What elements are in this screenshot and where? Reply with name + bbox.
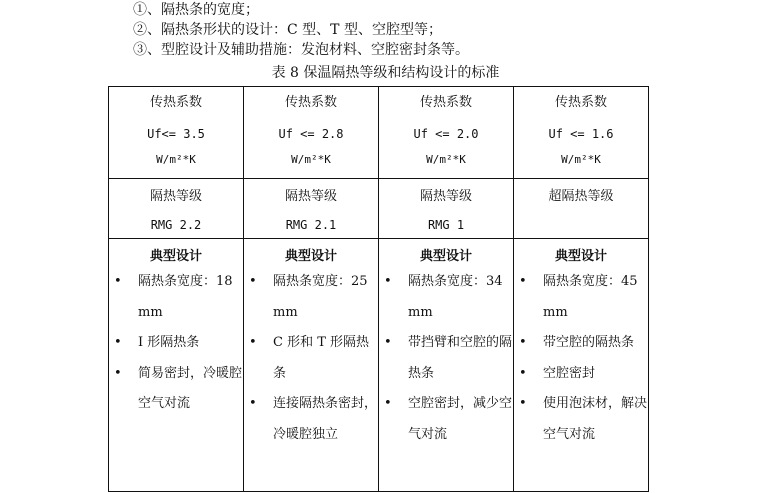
bullet-icon: • (384, 335, 392, 350)
table-cell (109, 179, 244, 239)
design-list (514, 267, 648, 450)
u-value: Uf <= 1.6 (548, 127, 614, 141)
table-cell (514, 179, 649, 239)
intro-line-3: ③、型腔设计及辅助措施：发泡材料、空腔密封条等。 (133, 42, 469, 58)
design-list-item (244, 328, 378, 389)
design-list-item (109, 328, 243, 359)
u-unit: W/m²*K (291, 153, 331, 166)
design-list-item (379, 267, 513, 328)
design-item-text: 隔热条宽度：34 mm (408, 274, 503, 320)
design-list-item (244, 389, 378, 450)
table-cell (379, 87, 514, 179)
bullet-icon: • (249, 396, 257, 411)
intro-list (133, 0, 469, 60)
design-title: 典型设计 (554, 249, 607, 264)
level-value: RMG 1 (427, 218, 465, 232)
insulation-standards-table (108, 86, 649, 492)
u-value: Uf <= 2.8 (278, 127, 344, 141)
table-cell (244, 87, 379, 179)
design-list-item (109, 267, 243, 328)
design-item-text: I 形隔热条 (138, 335, 200, 350)
table-cell (379, 179, 514, 239)
bullet-icon: • (384, 274, 392, 289)
bullet-icon: • (249, 335, 257, 350)
bullet-icon: • (519, 274, 527, 289)
u-unit: W/m²*K (561, 153, 601, 166)
design-list (109, 267, 243, 420)
design-list-item (244, 267, 378, 328)
design-list-item (514, 267, 648, 328)
table-cell (109, 87, 244, 179)
level-label: 隔热等级 (284, 189, 337, 204)
design-item-text: 隔热条宽度：45 mm (543, 274, 638, 320)
design-title: 典型设计 (149, 249, 202, 264)
table-cell (514, 239, 649, 492)
table-cell (109, 239, 244, 492)
u-label: 传热系数 (554, 95, 607, 110)
table-caption: 表 8 保温隔热等级和结构设计的标准 (271, 65, 500, 81)
bullet-icon: • (114, 335, 122, 350)
bullet-icon: • (384, 396, 392, 411)
level-label: 隔热等级 (149, 189, 202, 204)
u-value: Uf<= 3.5 (147, 127, 205, 141)
design-list-item (379, 328, 513, 389)
intro-line-1: ①、隔热条的宽度； (133, 2, 259, 18)
table-row-typical-design (109, 239, 649, 492)
level-value: RMG 2.2 (150, 218, 202, 232)
design-item-text: 连接隔热条密封，冷暖腔独立 (273, 396, 378, 442)
table-cell (244, 179, 379, 239)
design-item-text: 隔热条宽度：25 mm (273, 274, 368, 320)
design-title: 典型设计 (419, 249, 472, 264)
bullet-icon: • (519, 365, 527, 381)
table-row-insulation-level (109, 179, 649, 239)
u-unit: W/m²*K (426, 153, 466, 166)
design-list-item (109, 359, 243, 420)
bullet-icon: • (519, 335, 527, 350)
design-list-item (379, 389, 513, 450)
table-cell (379, 239, 514, 492)
design-list-item (514, 328, 648, 359)
bullet-icon: • (249, 274, 257, 289)
table-cell (514, 87, 649, 179)
level-label: 超隔热等级 (548, 189, 614, 204)
level-value: RMG 2.1 (285, 218, 337, 232)
u-unit: W/m²*K (156, 153, 196, 166)
intro-line-2: ②、隔热条形状的设计：C 型、T 型、空腔型等； (133, 22, 442, 38)
bullet-icon: • (519, 396, 527, 411)
design-title: 典型设计 (284, 249, 337, 264)
u-value: Uf <= 2.0 (413, 127, 479, 141)
design-item-text: C 形和 T 形隔热条 (273, 335, 370, 381)
design-item-text: 空腔密封 (543, 365, 596, 381)
design-list-item (514, 389, 648, 450)
design-item-text: 隔热条宽度：18 mm (138, 274, 233, 320)
u-label: 传热系数 (284, 95, 337, 110)
design-list (244, 267, 378, 450)
design-list (379, 267, 513, 450)
u-label: 传热系数 (149, 95, 202, 110)
design-list-item (514, 359, 648, 390)
level-label: 隔热等级 (419, 189, 472, 204)
design-item-text: 空腔密封，减少空气对流 (408, 396, 513, 442)
bullet-icon: • (114, 274, 122, 289)
table-cell (244, 239, 379, 492)
design-item-text: 带挡臂和空腔的隔热条 (408, 335, 513, 381)
design-item-text: 使用泡沫材，解决空气对流 (543, 396, 648, 442)
design-item-text: 带空腔的隔热条 (543, 335, 635, 350)
table-row-heat-transfer (109, 87, 649, 179)
u-label: 传热系数 (419, 95, 472, 110)
design-item-text: 简易密封，冷暖腔空气对流 (138, 365, 243, 411)
bullet-icon: • (114, 365, 122, 381)
